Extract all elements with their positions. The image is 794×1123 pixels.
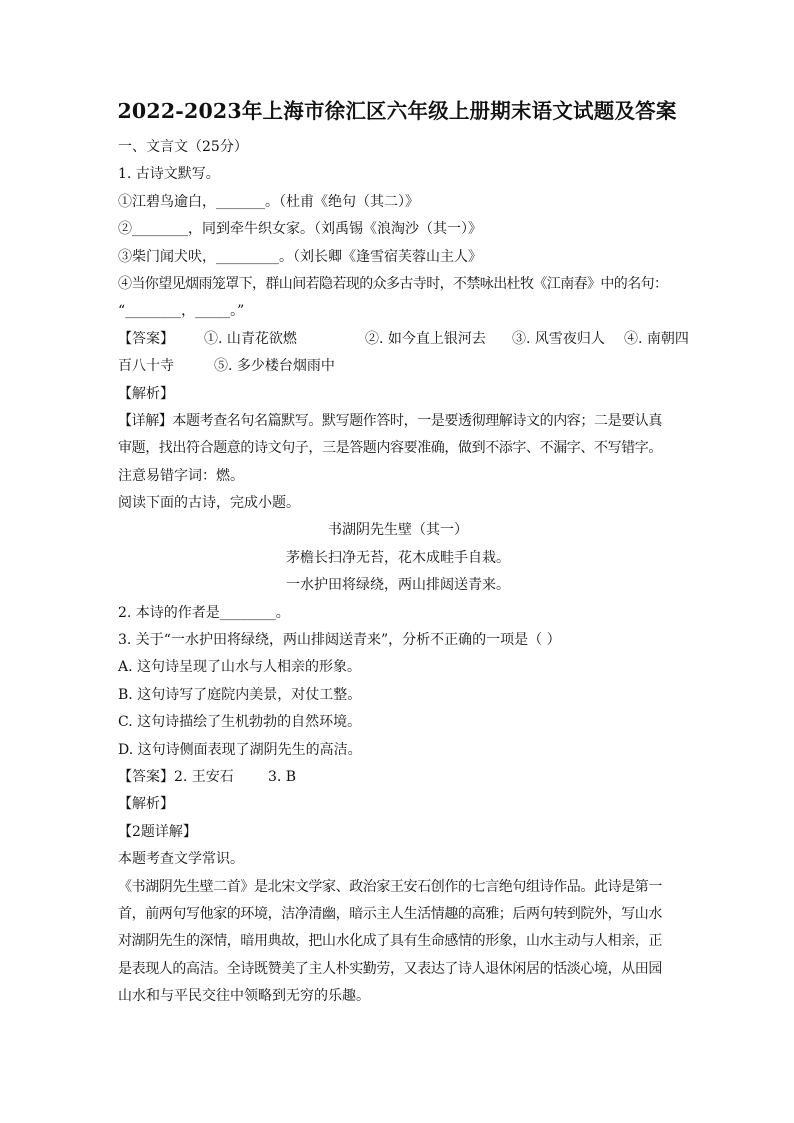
answer-item: ④. 南朝四	[624, 330, 689, 347]
answer-item: ②. 如今直上银河去	[365, 330, 486, 347]
question-3-option: C. 这句诗描绘了生机勃勃的自然环境。	[118, 714, 362, 731]
answer-item: ⑤. 多少楼台烟雨中	[214, 358, 335, 375]
detail-line: 对湖阴先生的深情，暗用典故，把山水化成了具有生命感情的形象，山水主动与人相亲，正	[118, 933, 662, 950]
question-3-option: B. 这句诗写了庭院内美景，对仗工整。	[118, 686, 362, 703]
reading-prompt: 阅读下面的古诗，完成小题。	[118, 495, 300, 512]
question-1-heading: 1. 古诗文默写。	[118, 166, 220, 183]
question-1-item: ④当你望见烟雨笼罩下，群山间若隐若现的众多古寺时，不禁咏出杜牧《江南春》中的名句：	[118, 275, 668, 292]
question-3-option: A. 这句诗呈现了山水与人相亲的形象。	[118, 659, 362, 676]
poem-title: 书湖阴先生壁（其一）	[328, 522, 468, 539]
question-1-item: ③柴门闻犬吠，_________。（刘长卿《逢雪宿芙蓉山主人》	[118, 248, 482, 265]
detail-line: 首，前两句写他家的环境，洁净清幽，暗示主人生活情趣的高雅；后两句转到院外，写山水	[118, 905, 662, 922]
answer-2-row	[118, 764, 678, 791]
question-3: 3. 关于“一水护田将绿绕，两山排闼送青来”，分析不正确的一项是（ ）	[118, 632, 561, 649]
document-title: 2022-2023年上海市徐汇区六年级上册期末语文试题及答案	[117, 99, 677, 123]
answer-1-row	[118, 326, 689, 353]
answer-item: 3. B	[268, 768, 297, 785]
question-1-item-continued: “________，_____。”	[118, 303, 245, 320]
question-2-detail-intro: 本题考查文学常识。	[118, 851, 244, 868]
detail-line: 注意易错字词：燃。	[118, 467, 244, 484]
analysis-label: 【解析】	[118, 796, 174, 813]
detail-line: 【详解】本题考查名句名篇默写。默写题作答时，一是要透彻理解诗文的内容；二是要认真	[118, 412, 662, 429]
answer-item: ③. 风雪夜归人	[512, 330, 605, 347]
answer-item: 【答案】2. 王安石	[118, 768, 234, 785]
answer-label: 【答案】	[118, 330, 174, 347]
section-heading: 一、文言文（25分）	[118, 139, 248, 155]
question-3-option: D. 这句诗侧面表现了湖阴先生的高洁。	[118, 741, 362, 758]
detail-line: 《书湖阴先生壁二首》是北宋文学家、政治家王安石创作的七言绝句组诗作品。此诗是第一	[118, 878, 662, 895]
document-body	[118, 134, 689, 1011]
detail-line: 审题，找出符合题意的诗文句子，三是答题内容要准确，做到不添字、不漏字、不写错字。	[118, 440, 662, 457]
question-1-item: ①江碧鸟逾白，_______。（杜甫《绝句（其二）》	[118, 193, 419, 210]
question-2: 2. 本诗的作者是________。	[118, 604, 290, 621]
detail-line: 山水和与平民交往中领略到无穷的乐趣。	[118, 988, 370, 1005]
question-1-item: ②________，同到牵牛织女家。（刘禹锡《浪淘沙（其一）》	[118, 221, 482, 238]
poem-line: 一水护田将绿绕，两山排闼送青来。	[286, 577, 510, 594]
detail-line: 是表现人的高洁。全诗既赞美了主人朴实勤劳，又表达了诗人退休闲居的恬淡心境，从田园	[118, 960, 662, 977]
question-2-detail-label: 【2题详解】	[118, 823, 197, 840]
poem-line: 茅檐长扫净无苔，花木成畦手自栽。	[286, 549, 510, 566]
answer-item: 百八十寺	[118, 358, 174, 375]
answer-item: ①. 山青花欲燃	[204, 330, 297, 347]
answer-1-row-continued	[118, 353, 678, 380]
analysis-label: 【解析】	[118, 385, 174, 402]
